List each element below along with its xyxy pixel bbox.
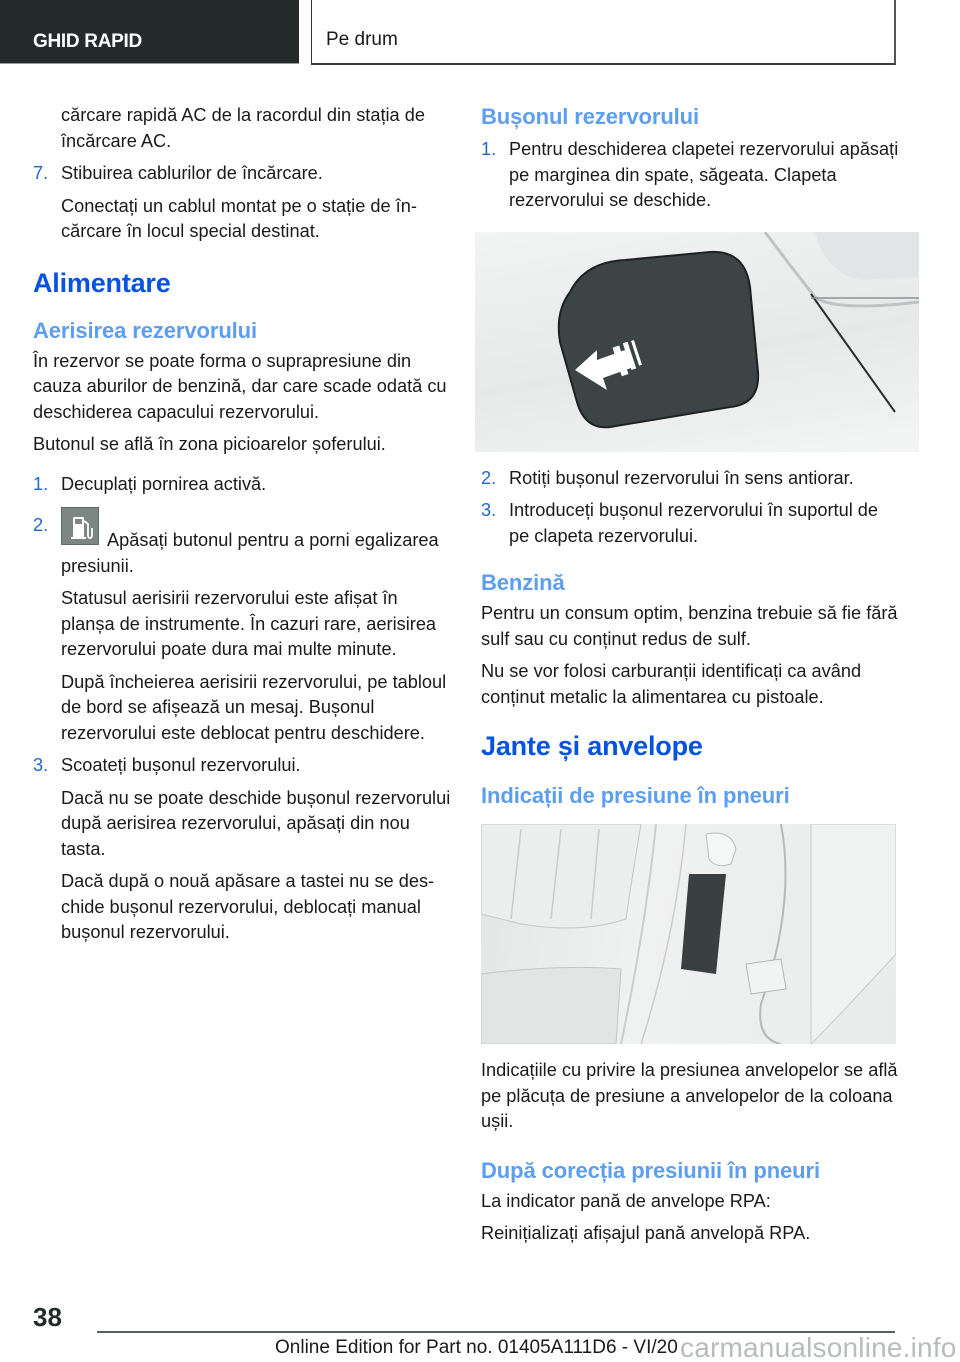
section-label: GHID RAPID [33, 31, 142, 52]
step-3 [33, 753, 453, 779]
door-pillar-drawing [481, 824, 896, 1044]
left-column [33, 103, 453, 953]
step-text: Scoateți bușonul rezervorului. [61, 755, 301, 775]
fuel-pump-icon [61, 507, 99, 545]
heading-dupa-corectia: După corecția presiunii în pneuri [481, 1157, 820, 1183]
right-step-1 [481, 137, 901, 214]
list-number: 2. [33, 515, 49, 535]
list-number: 1. [481, 139, 497, 159]
step-text: Apăsați butonul pentru a porni egalizarea presiunii. [61, 530, 439, 576]
list-item-text: Stibuirea cablurilor de încărcare. [61, 163, 323, 183]
list-item-7-detail: Conectați un cablul montat pe o stație de încărcare în locul special destinat. [61, 195, 417, 241]
step-text: Decuplați pornirea activă. [61, 473, 267, 494]
paragraph-indicatii: Indicațiile cu privire la presiunea anvelopelor se află pe plăcuța de presiune a anvelopelor de la coloana ușii. [481, 1060, 898, 1131]
paragraph-benzina-2: Nu se vor folosi carburanții identificați ca având conținut metalic la alimentarea cu pistoale. [481, 661, 862, 707]
list-number: 3. [33, 755, 49, 775]
edition-info: Online Edition for Part no. 01405A111D6 - VI/20 [275, 1337, 678, 1358]
paragraph-aerisire-1: În rezervor se poate forma o suprapresiune din cauza aburilor de benzină, dar care scade odată cu deschiderea capacului rezervorului. [33, 350, 447, 422]
section-header-tab [0, 0, 299, 64]
step-3-detail-2: Dacă după o nouă apăsare a tastei nu se deschide bușonul rezervorului, deblocați manual bușonul rezervorului. [61, 871, 435, 942]
fuel-flap-drawing [475, 232, 919, 452]
paragraph-dupa-2: Reinițializați afișajul pană anvelopă RPA. [481, 1223, 811, 1243]
paragraph-benzina-1: Pentru un consum optim, benzina trebuie să fie fără sulf sau cu conținut redus de sulf. [481, 603, 898, 649]
step-text: Rotiți bușonul rezervorului în sens antiorar. [509, 467, 854, 488]
list-number: 2. [481, 467, 497, 488]
right-step-2 [481, 466, 901, 492]
heading-jante-si-anvelope: Jante și anvelope [481, 731, 703, 761]
step-2 [33, 513, 453, 579]
page-number: 38 [33, 1302, 62, 1332]
heading-busonul-rezervorului: Bușonul rezervorului [481, 104, 700, 129]
step-3-detail-1: Dacă nu se poate deschide bușonul rezervorului după aerisirea rezervorului, apăsați din nou tasta. [61, 787, 451, 859]
step-text: Pentru deschiderea clapetei rezervorului apăsați pe marginea din spate, săgeata. Clapeta rezervorului se deschide. [509, 139, 899, 210]
step-1 [33, 472, 453, 498]
watermark: carmanualsonline.info [680, 1332, 957, 1362]
paragraph-aerisire-2: Butonul se află în zona picioarelor șoferului. [33, 434, 386, 454]
right-column [481, 103, 901, 1254]
fuel-flap-illustration [475, 232, 919, 452]
list-number: 7. [33, 163, 49, 183]
heading-aerisirea-rezervorului: Aerisirea rezervorului [33, 317, 258, 343]
chapter-label: Pe drum [326, 29, 398, 50]
continued-paragraph: cărcare rapidă AC de la racordul din stația de încărcare AC. [61, 105, 425, 151]
list-item-7 [33, 161, 453, 187]
right-step-3 [481, 498, 901, 549]
paragraph-dupa-1: La indicator pană de anvelope RPA: [481, 1190, 771, 1211]
heading-benzina: Benzină [481, 570, 565, 595]
door-pillar-illustration [481, 824, 896, 1044]
list-number: 1. [33, 473, 49, 494]
step-text: Introduceți bușonul rezervorului în suportul de pe clapeta rezervorului. [509, 500, 879, 546]
step-2-detail-2: După încheierea aerisirii rezervorului, pe tabloul de bord se afișează un mesaj. Bușonul rezervorului este deblocat pentru deschidere. [61, 671, 447, 743]
list-number: 3. [481, 500, 497, 520]
step-2-detail-1: Statusul aerisirii rezervorului este afișat în planșa de instrumente. În cazuri rare, aerisirea rezervorului poate dura mai multe minute. [61, 588, 437, 659]
heading-alimentare: Alimentare [33, 267, 171, 298]
chapter-header [311, 0, 896, 65]
heading-indicatii-presiune: Indicații de presiune în pneuri [481, 783, 790, 808]
